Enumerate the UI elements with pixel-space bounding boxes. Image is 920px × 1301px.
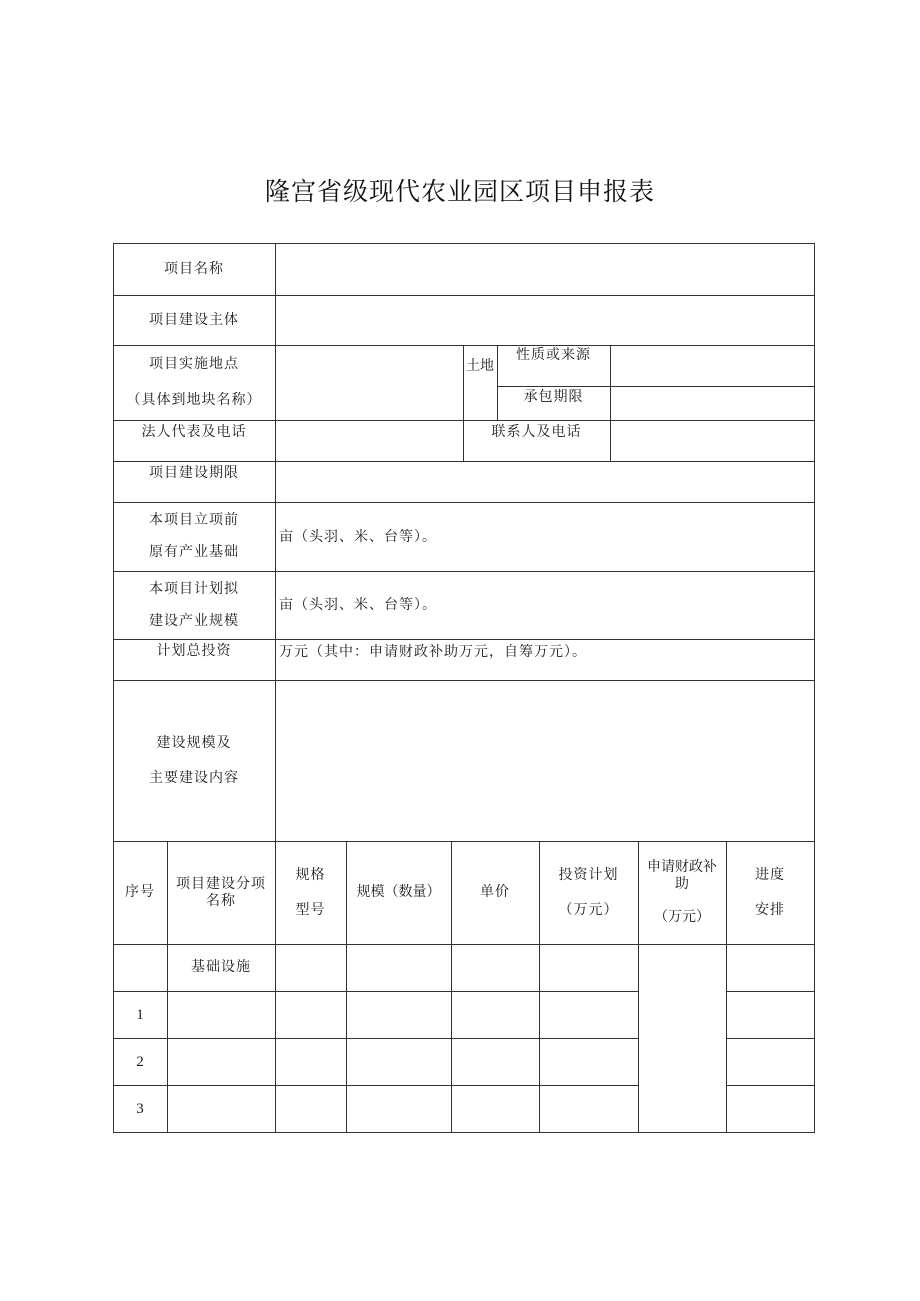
existing-base-field[interactable]: 亩（头羽、米、台等）。 <box>279 528 437 545</box>
col-header-invest-line-1: 投资计划 <box>558 866 619 883</box>
col-header-progress-line-1: 进度 <box>755 866 785 883</box>
planned-scale-label <box>113 571 275 639</box>
existing-base-label-line-1: 本项目立项前 <box>149 511 239 528</box>
col-header-invest-line-2: （万元） <box>558 901 619 918</box>
legal-rep-label: 法人代表及电话 <box>141 424 247 440</box>
table-rule <box>726 991 815 992</box>
row-number: 1 <box>136 1006 144 1023</box>
table-rule <box>113 1132 815 1133</box>
table-rule <box>113 991 639 992</box>
location-label-line-1: 项目实施地点 <box>149 356 239 373</box>
category-infrastructure: 基础设施 <box>191 959 251 976</box>
build-period-field[interactable] <box>276 462 814 502</box>
col-header-subsidy <box>638 841 726 944</box>
location-field[interactable] <box>276 346 463 420</box>
col-header-seq: 序号 <box>125 884 155 901</box>
construction-content-label-line-2: 主要建设内容 <box>149 769 239 786</box>
col-header-spec-line-1: 规格 <box>295 866 326 883</box>
table-rule <box>814 243 815 1133</box>
col-header-subsidy-line-1: 申请财政补 <box>647 859 717 876</box>
planned-scale-field[interactable]: 亩（头羽、米、台等）。 <box>279 597 437 614</box>
table-rule <box>113 1038 639 1039</box>
col-header-spec-line-2: 型号 <box>295 901 326 918</box>
location-label <box>113 345 275 420</box>
legal-rep-field[interactable] <box>276 421 463 461</box>
col-header-subsidy-line-2: 助 <box>675 876 689 893</box>
total-investment-field[interactable]: 万元（其中：申请财政补助万元，自筹万元）。 <box>279 644 587 660</box>
col-header-progress-line-2: 安排 <box>755 901 785 918</box>
row-number: 3 <box>136 1100 144 1117</box>
col-header-subsidy-line-3: （万元） <box>654 908 710 925</box>
contract-term-label: 承包期限 <box>523 388 584 405</box>
project-name-label: 项目名称 <box>164 260 224 277</box>
contract-term-field[interactable] <box>611 387 814 420</box>
project-name-field[interactable] <box>276 244 814 295</box>
construction-content-label <box>113 680 275 841</box>
construction-content-label-line-1: 建设规模及 <box>156 734 232 751</box>
page-title: 隆宫省级现代农业园区项目申报表 <box>264 177 655 206</box>
table-rule <box>726 1085 815 1086</box>
col-header-item <box>167 841 275 944</box>
construction-content-field[interactable] <box>276 681 814 841</box>
col-header-invest <box>539 841 638 944</box>
land-label: 土地 <box>466 357 494 374</box>
location-label-line-2: （具体到地块名称） <box>126 391 262 408</box>
build-period-label: 项目建设期限 <box>149 465 239 481</box>
col-header-price: 单价 <box>480 884 510 901</box>
table-rule <box>113 1085 639 1086</box>
land-nature-label: 性质或来源 <box>516 347 591 363</box>
col-header-progress <box>726 841 814 944</box>
col-header-spec <box>275 841 346 944</box>
col-header-scale: 规模（数量） <box>356 884 441 901</box>
existing-base-label-line-2: 原有产业基础 <box>149 544 239 561</box>
planned-scale-label-line-1: 本项目计划拟 <box>149 580 239 597</box>
row-number: 2 <box>136 1053 144 1070</box>
contact-label: 联系人及电话 <box>491 424 582 440</box>
col-header-item-line-1: 项目建设分项 <box>176 875 266 892</box>
existing-base-label <box>113 502 275 571</box>
land-nature-field[interactable] <box>611 346 814 386</box>
builder-field[interactable] <box>276 296 814 345</box>
planned-scale-label-line-2: 建设产业规模 <box>149 612 239 629</box>
contact-field[interactable] <box>611 421 814 461</box>
builder-label: 项目建设主体 <box>149 311 239 328</box>
total-investment-label: 计划总投资 <box>156 643 232 659</box>
col-header-item-line-2: 名称 <box>206 892 236 909</box>
table-rule <box>726 1038 815 1039</box>
